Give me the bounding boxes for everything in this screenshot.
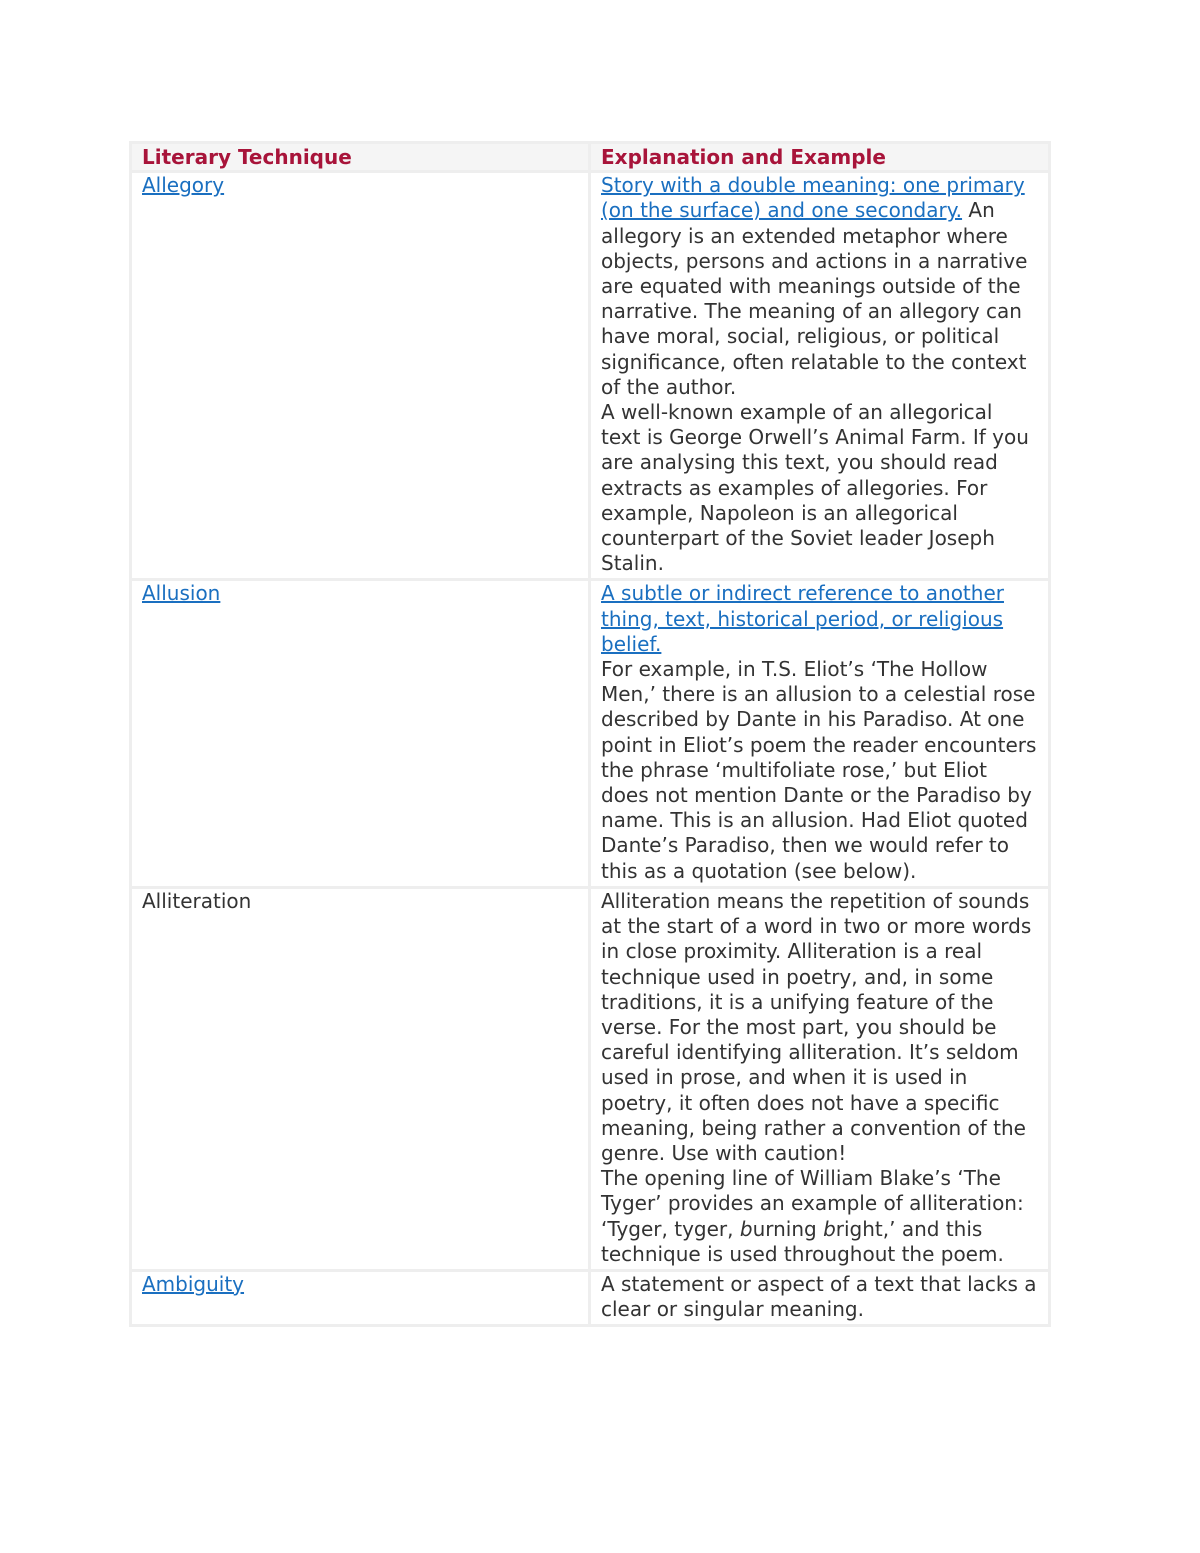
example-text: right,’ and this technique is used throughout the poem. [601,1216,1004,1266]
table-header-row [131,143,1050,172]
definition-text: An allegory is an extended metaphor where objects, persons and actions in a narrative are equated with meanings outside of the narrative. The meaning of an allegory can have moral, social, religious, or political significance, often relatable to the context of the author. [601,198,1028,399]
term-cell [131,887,590,1270]
term-link-ambiguity[interactable]: Ambiguity [142,1271,245,1296]
table-row-allegory [131,172,1050,580]
italic-letter: b [823,1216,836,1241]
table-row-allusion [131,580,1050,887]
term-cell [131,580,590,887]
definition-link-allusion[interactable]: A subtle or indirect reference to another thing, text, historical period, or religious belief. [601,581,1004,656]
example-paragraph [601,1166,1038,1267]
definition-paragraph [601,173,1038,400]
term-cell [131,172,590,580]
explanation-cell [590,1270,1050,1325]
term-alliteration: Alliteration [142,888,252,913]
example-text: urning [752,1216,824,1241]
definition-paragraph [601,581,1038,657]
table-row-alliteration [131,887,1050,1270]
definition-link-allegory[interactable]: Story with a double meaning: one primary (on the surface) and one secondary. [601,173,1025,223]
italic-letter: b [739,1216,753,1241]
header-explanation-and-example: Explanation and Example [590,143,1050,172]
example-paragraph: A well-known example of an allegorical text is George Orwell’s Animal Farm. If you are analysing this text, you should read extracts as examples of allegories. For example, Napoleon is an allegorical counterpart of the Soviet leader Joseph Stalin. [601,400,1029,576]
definition-paragraph: A statement or aspect of a text that lacks a clear or singular meaning. [601,1271,1037,1322]
table-row-ambiguity [131,1270,1050,1325]
header-literary-technique: Literary Technique [131,143,590,172]
term-cell [131,1270,590,1325]
literary-techniques-table [129,141,1051,1327]
explanation-cell [590,580,1050,887]
term-link-allusion[interactable]: Allusion [142,581,221,606]
explanation-cell [590,172,1050,580]
term-link-allegory[interactable]: Allegory [142,173,225,198]
example-text: The opening line of William Blake’s ‘The Tyger’ provides an example of alliteration: ‘Tyger, tyger, [601,1166,1024,1241]
explanation-cell [590,887,1050,1270]
example-paragraph: For example, in T.S. Eliot’s ‘The Hollow Men,’ there is an allusion to a celestial rose described by Dante in his Paradiso. At one point in Eliot’s poem the reader encounters the phrase ‘multifoliate rose,’ but Eliot does not mention Dante or the Paradiso by name. This is an allusion. Had Eliot quoted Dante’s Paradiso, then we would refer to this as a quotation (see below). [601,657,1037,883]
definition-paragraph: Alliteration means the repetition of sounds at the start of a word in two or more words in close proximity. Alliteration is a real technique used in poetry, and, in some traditions, it is a unifying feature of the verse. For the most part, you should be careful identifying alliteration. It’s seldom used in prose, and when it is used in poetry, it often does not have a specific meaning, being rather a convention of the genre. Use with caution! [601,888,1032,1165]
